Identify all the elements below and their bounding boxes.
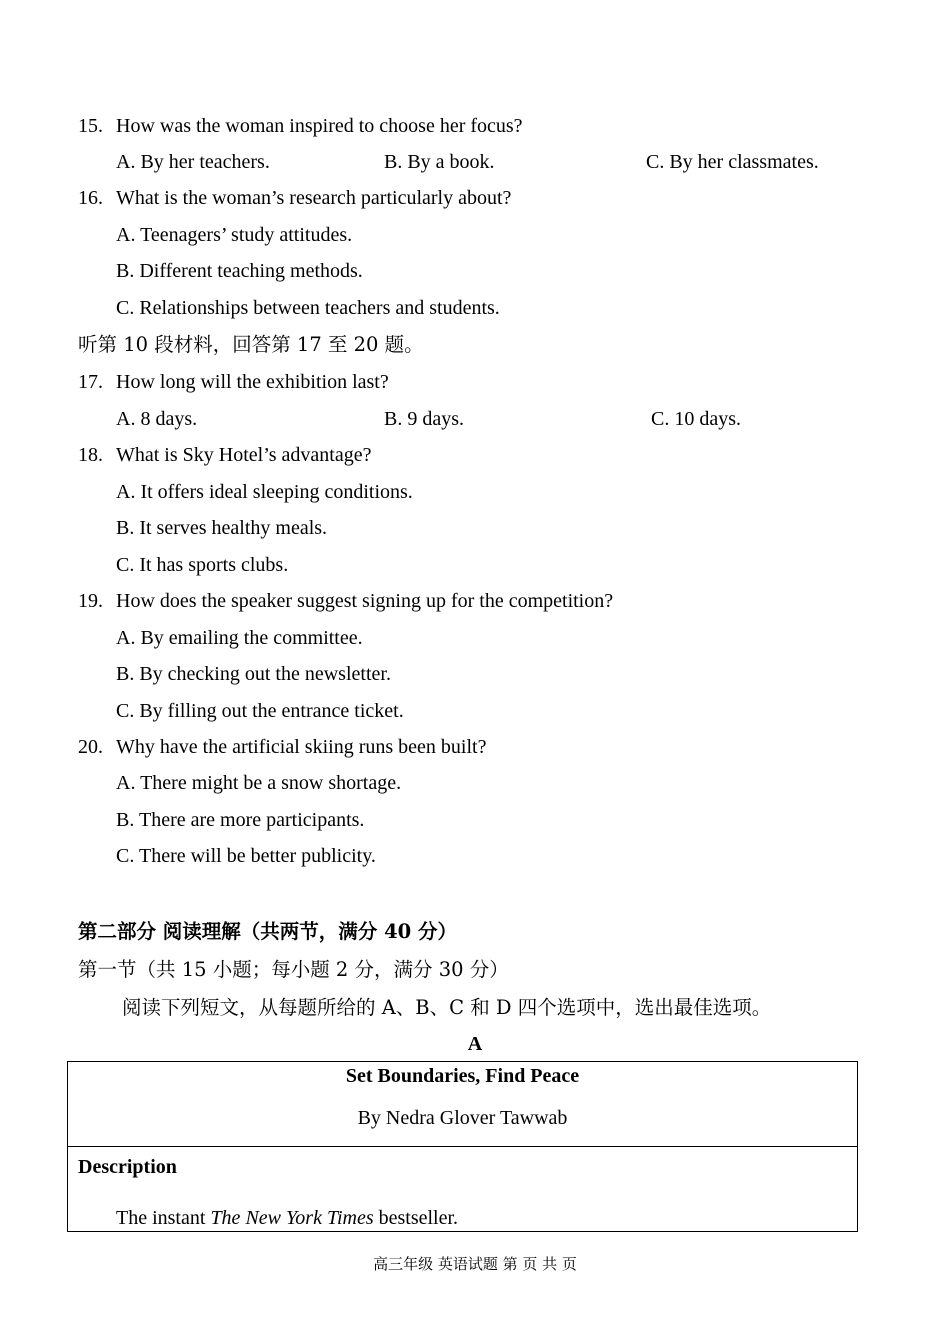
section2-subheading: 第一节（共 15 小题；每小题 2 分，满分 30 分） xyxy=(78,958,509,981)
question-16-number: 16. xyxy=(78,187,103,209)
q18-option-c: C. It has sports clubs. xyxy=(116,554,289,576)
q20-option-a: A. There might be a snow shortage. xyxy=(116,772,402,794)
question-18-number: 18. xyxy=(78,444,103,466)
q15-option-b: B. By a book. xyxy=(384,151,495,173)
question-18-text: What is Sky Hotel’s advantage? xyxy=(116,444,372,466)
newspaper-name: The New York Times xyxy=(210,1207,374,1229)
q20-option-c: C. There will be better publicity. xyxy=(116,845,376,867)
question-15-text: How was the woman inspired to choose her focus? xyxy=(116,115,523,137)
q15-option-a: A. By her teachers. xyxy=(116,151,270,173)
q16-option-a: A. Teenagers’ study attitudes. xyxy=(116,224,353,246)
question-17-text: How long will the exhibition last? xyxy=(116,371,389,393)
listening-instruction-10: 听第 10 段材料，回答第 17 至 20 题。 xyxy=(78,333,424,356)
book-info-table xyxy=(67,1061,858,1232)
description-prefix: The instant xyxy=(116,1207,211,1229)
question-16-text: What is the woman’s research particularly about? xyxy=(116,187,512,209)
q18-option-a: A. It offers ideal sleeping conditions. xyxy=(116,481,413,503)
book-title: Set Boundaries, Find Peace xyxy=(345,1065,580,1087)
book-author: By Nedra Glover Tawwab xyxy=(357,1107,568,1129)
question-20-number: 20. xyxy=(78,736,103,758)
description-suffix: bestseller. xyxy=(373,1207,459,1229)
q17-option-a: A. 8 days. xyxy=(116,408,198,430)
q16-option-b: B. Different teaching methods. xyxy=(116,260,363,282)
q19-option-c: C. By filling out the entrance ticket. xyxy=(116,700,404,722)
book-description-cell xyxy=(68,1147,858,1232)
description-label: Description xyxy=(78,1156,177,1178)
q18-option-b: B. It serves healthy meals. xyxy=(116,517,328,539)
page-footer: 高三年级 英语试题 第 页 共 页 xyxy=(373,1255,577,1273)
question-19-number: 19. xyxy=(78,590,103,612)
q19-option-a: A. By emailing the committee. xyxy=(116,627,363,649)
q16-option-c: C. Relationships between teachers and students. xyxy=(116,297,500,319)
question-20-text: Why have the artificial skiing runs been built? xyxy=(116,736,487,758)
q17-option-c: C. 10 days. xyxy=(651,408,741,430)
passage-label: A xyxy=(467,1033,483,1055)
q15-option-c: C. By her classmates. xyxy=(646,151,819,173)
question-19-text: How does the speaker suggest signing up for the competition? xyxy=(116,590,614,612)
question-15-number: 15. xyxy=(78,115,103,137)
reading-instruction: 阅读下列短文，从每题所给的 A、B、C 和 D 四个选项中，选出最佳选项。 xyxy=(122,996,772,1019)
description-text xyxy=(116,1206,458,1230)
section2-heading: 第二部分 阅读理解（共两节，满分 40 分） xyxy=(78,920,458,943)
q20-option-b: B. There are more participants. xyxy=(116,809,365,831)
book-header-cell xyxy=(68,1062,858,1147)
q19-option-b: B. By checking out the newsletter. xyxy=(116,663,391,685)
q17-option-b: B. 9 days. xyxy=(384,408,464,430)
question-17-number: 17. xyxy=(78,371,103,393)
